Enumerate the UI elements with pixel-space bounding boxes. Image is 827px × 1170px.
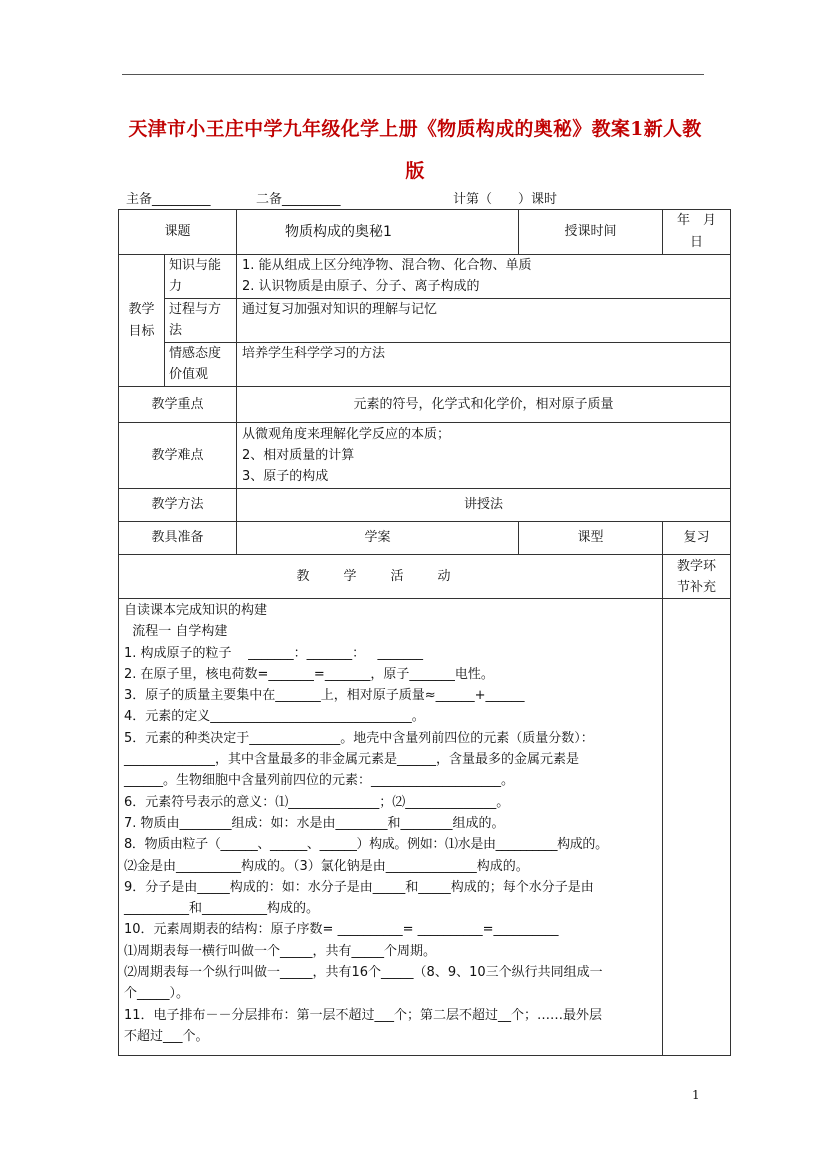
activity-line: 10．元素周期表的结构：原子序数= __________= __________=__________ (124, 922, 559, 938)
time-value: 年 月 日 (663, 210, 731, 255)
activity-line: ⑵金是由__________构成的。（3）氯化钠是由______________构成的。 (124, 858, 529, 874)
supplement-content (663, 599, 731, 1056)
goal-row-knowledge (119, 255, 731, 299)
tools-value: 学案 (237, 522, 519, 555)
activity-line: 3．原子的质量主要集中在_______上，相对原子质量≈______+______ (124, 688, 525, 704)
lesson-count: 计第（ ）课时 (453, 192, 558, 207)
activity-line: 5．元素的种类决定于______________。地壳中含量列前四位的元素（质量分数）： (124, 730, 594, 746)
difficulty-content: 从微观角度来理解化学反应的本质； 2、相对质量的计算 3、原子的构成 (237, 423, 731, 489)
topic-row (119, 210, 731, 255)
method-row (119, 489, 731, 522)
tools-row (119, 522, 731, 555)
key-value: 元素的符号，化学式和化学价，相对原子质量 (237, 387, 731, 423)
key-label: 教学重点 (119, 387, 237, 423)
page-number: 1 (692, 1088, 700, 1102)
header-rule (122, 74, 704, 75)
activity-line: ______________，其中含量最多的非金属元素是______，含量最多的金属元素是 (124, 752, 580, 768)
topic-label: 课题 (119, 210, 237, 255)
main-preparer: 主备_________ (126, 192, 211, 207)
activity-line: 自读课本完成知识的构建 (124, 603, 268, 618)
second-preparer: 二备_________ (256, 192, 341, 207)
activity-header-row (119, 555, 731, 599)
supplement-header: 教学环节补充 (663, 555, 731, 599)
topic-value: 物质构成的奥秘1 (237, 210, 519, 255)
tools-label: 教具准备 (119, 522, 237, 555)
title-line-2: 版 (405, 160, 425, 182)
activity-line: 7. 物质由________组成：如：水是由________和________组成的。 (124, 815, 505, 831)
activity-header: 教学活动 (119, 555, 663, 599)
activity-line: 4．元素的定义_______________________________。 (124, 709, 425, 725)
method-value: 讲授法 (237, 489, 731, 522)
difficulty-label: 教学难点 (119, 423, 237, 489)
title-line-1: 天津市小王庄中学九年级化学上册《物质构成的奥秘》教案1新人教 (128, 118, 702, 140)
goal-content-attitude: 培养学生科学学习的方法 (237, 343, 731, 387)
goal-content-knowledge: 1. 能从组成上区分纯净物、混合物、化合物、单质 2. 认识物质是由原子、分子、离子构成的 (237, 255, 731, 299)
activity-content (119, 599, 663, 1056)
activity-line: 1. 构成原子的粒子 _______：_______： _______ (124, 645, 423, 661)
activity-line: 流程一 自学构建 (124, 624, 228, 640)
activity-line: __________和__________构成的。 (124, 901, 320, 917)
goal-label-attitude: 情感态度价值观 (165, 343, 237, 387)
goal-label-process: 过程与方法 (165, 299, 237, 343)
activity-line: 不超过___个。 (124, 1028, 209, 1044)
type-value: 复习 (663, 522, 731, 555)
key-row (119, 387, 731, 423)
activity-line: ⑵周期表每一个纵行叫做一_____，共有16个_____（8、9、10三个纵行共同组成一 (124, 965, 603, 981)
activity-line: 8．物质由粒子（______、______、______）构成。例如：⑴水是由__________构成的。 (124, 837, 608, 853)
goal-row-attitude (119, 343, 731, 387)
activity-row (119, 599, 731, 1056)
document-title (110, 108, 720, 192)
activity-line: 9．分子是由_____构成的：如：水分子是由_____和_____构成的；每个水分子是由 (124, 879, 594, 895)
lesson-plan-table (118, 209, 731, 1056)
activity-line: 个_____）。 (124, 986, 190, 1002)
activity-line: 2. 在原子里，核电荷数=_______=_______，原子_______电性。 (124, 666, 494, 682)
time-label: 授课时间 (519, 210, 663, 255)
activity-line: 11．电子排布－－分层排布：第一层不超过___个；第二层不超过__个；……最外层 (124, 1007, 603, 1023)
difficulty-row (119, 423, 731, 489)
goal-content-process: 通过复习加强对知识的理解与记忆 (237, 299, 731, 343)
activity-line: ______。生物细胞中含量列前四位的元素：____________________。 (124, 773, 515, 789)
activity-line: 6．元素符号表示的意义：⑴______________；⑵______________。 (124, 794, 510, 810)
type-label: 课型 (519, 522, 663, 555)
method-label: 教学方法 (119, 489, 237, 522)
goals-label: 教学目标 (119, 255, 165, 387)
activity-line: ⑴周期表每一横行叫做一个_____，共有_____个周期。 (124, 943, 437, 959)
goal-row-process (119, 299, 731, 343)
goal-label-knowledge: 知识与能力 (165, 255, 237, 299)
